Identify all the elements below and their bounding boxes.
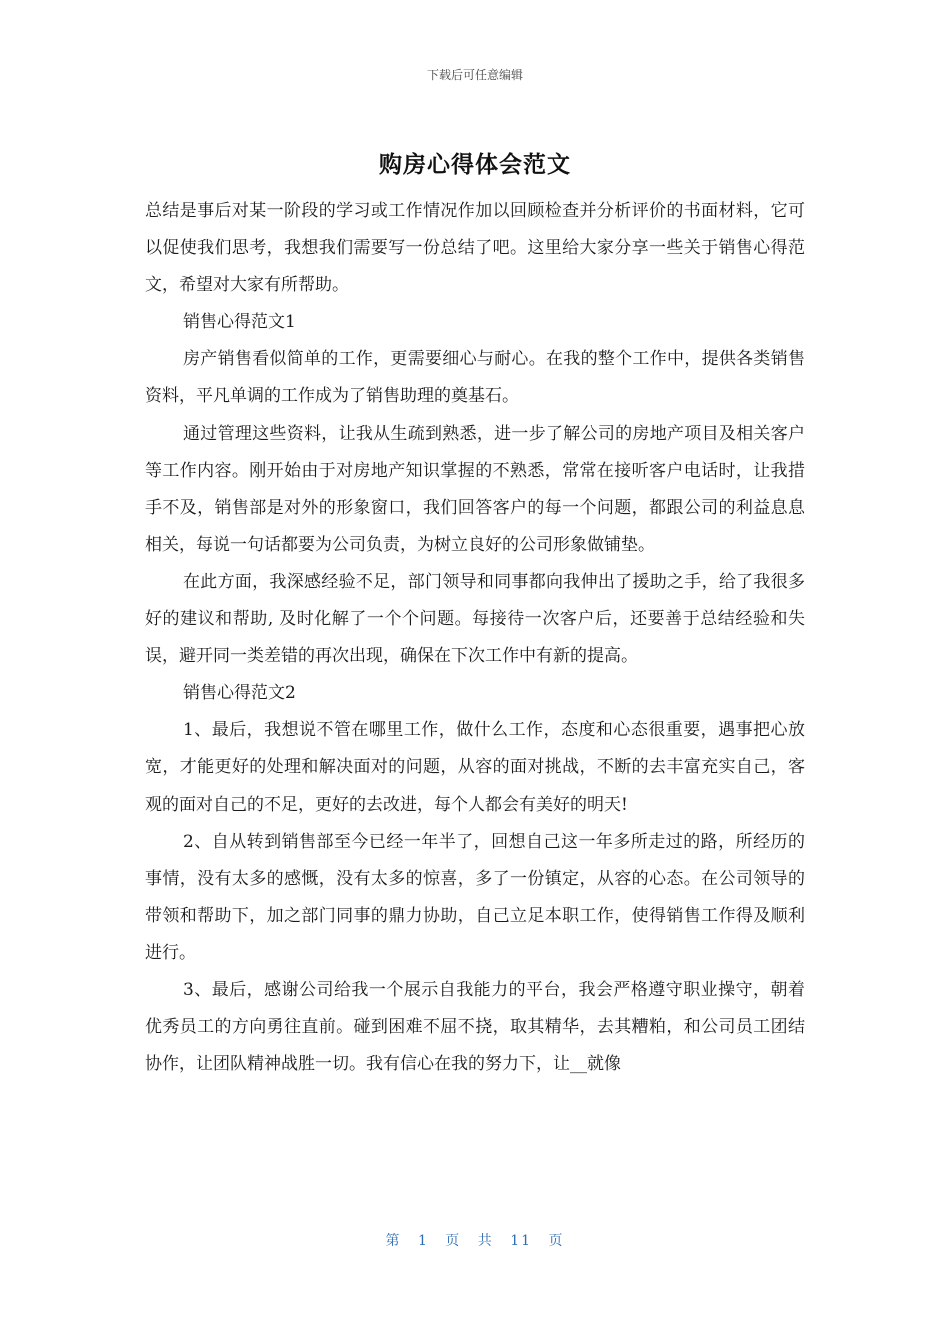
paragraph: 在此方面，我深感经验不足，部门领导和同事都向我伸出了援助之手，给了我很多好的建议和帮助, 及时化解了一个个问题。每接待一次客户后，还要善于总结经验和失误，避开同一类差错的再次出现，确保在下次工作中有新的提高。 (145, 571, 805, 667)
paragraph: 2、自从转到销售部至今已经一年半了，回想自己这一年多所走过的路，所经历的事情，没有太多的感慨，没有太多的惊喜，多了一份镇定，从容的心态。在公司领导的带领和帮助下，加之部门同事的鼎力协助，自己立足本职工作，使得销售工作得及顺利进行。 (145, 831, 805, 963)
page-header: 下载后可任意编辑 (426, 68, 523, 82)
paragraph-intro: 总结是事后对某一阶段的学习或工作情况作加以回顾检查并分析评价的书面材料，它可以促使我们思考，我想我们需要写一份总结了吧。这里给大家分享一些关于销售心得范文，希望对大家有所帮助。 (145, 201, 805, 296)
paragraph: 3、最后，感谢公司给我一个展示自我能力的平台，我会严格遵守职业操守，朝着优秀员工的方向勇往直前。碰到困难不屈不挠，取其精华，去其糟粕，和公司员工团结协作，让团队精神战胜一切。我有信心在我的努力下，让__就像 (145, 979, 805, 1075)
page-footer: 第 1 页 共 11 页 (385, 1233, 565, 1249)
section-heading-1: 销售心得范文1 (183, 312, 296, 333)
paragraph: 1、最后，我想说不管在哪里工作，做什么工作，态度和心态很重要，遇事把心放宽，才能更好的处理和解决面对的问题，从容的面对挑战，不断的去丰富充实自己，客观的面对自己的不足，更好的去改进，每个人都会有美好的明天! (145, 720, 805, 815)
section-heading-2: 销售心得范文2 (183, 683, 296, 704)
document-title: 购房心得体会范文 (379, 152, 571, 178)
paragraph: 通过管理这些资料，让我从生疏到熟悉，进一步了解公司的房地产项目及相关客户等工作内容。刚开始由于对房地产知识掌握的不熟悉，常常在接听客户电话时，让我措手不及，销售部是对外的形象窗口，我们回答客户的每一个问题，都跟公司的利益息息相关，每说一句话都要为公司负责，为树立良好的公司形象做铺垫。 (145, 423, 805, 555)
paragraph: 房产销售看似简单的工作，更需要细心与耐心。在我的整个工作中，提供各类销售资料，平凡单调的工作成为了销售助理的奠基石。 (145, 349, 805, 407)
document-body (145, 193, 805, 1083)
